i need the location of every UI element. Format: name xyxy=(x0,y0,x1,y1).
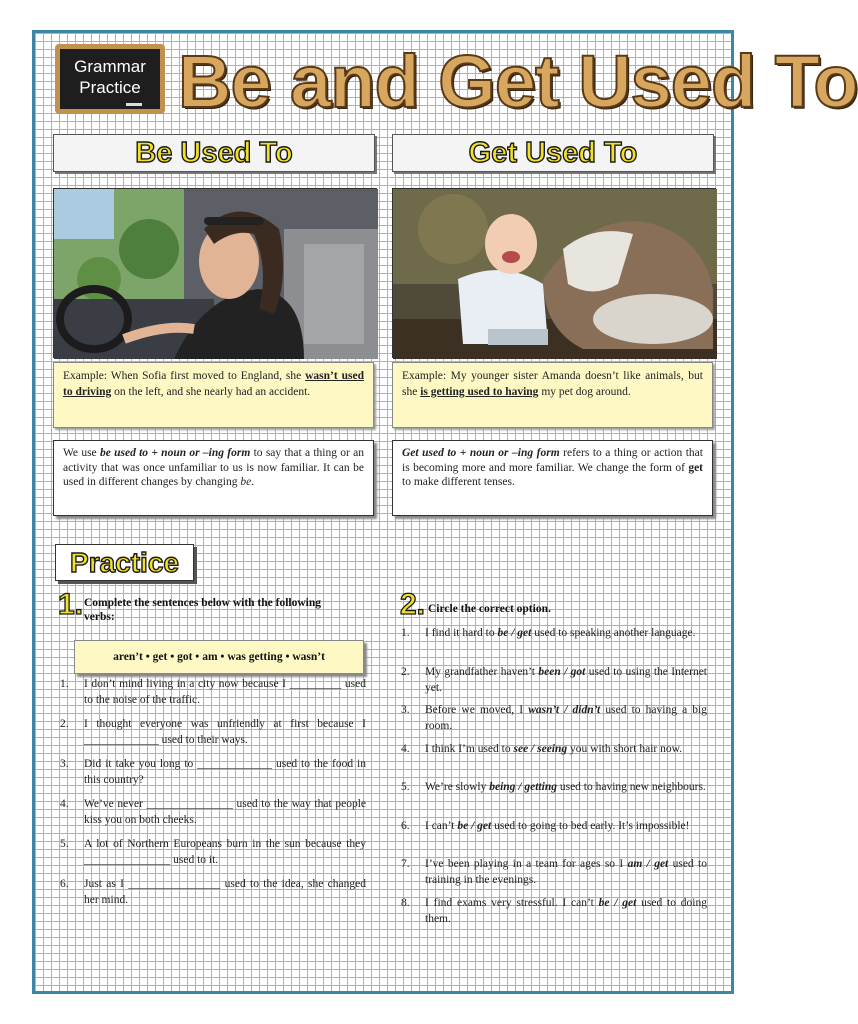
list-item: 4. We’ve never _______________ used to the way that people kiss you on both cheeks. xyxy=(60,798,366,826)
exercise-1-list xyxy=(60,676,366,916)
sentence-text: We’ve never _______________ used to the way that people kiss you on both cheeks. xyxy=(84,798,366,826)
answer-option[interactable]: be / get xyxy=(457,819,492,832)
sentence-text: Did it take you long to _____________ used to the food in this country? xyxy=(84,758,366,786)
example-text-start: Example: When Sofia first moved to England, she xyxy=(63,370,306,382)
sentence-text: I don’t mind living in a city now because I _________ used to the noise of the traffic. xyxy=(84,678,366,706)
chalk-icon xyxy=(126,103,142,106)
exercise-2-number: 2. xyxy=(400,588,426,621)
list-item: 3. Before we moved, I wasn’t / didn’t used to having a big room. xyxy=(401,704,708,732)
exercise-2-instruction: Circle the correct option. xyxy=(428,603,551,615)
rule-text: . xyxy=(251,476,255,488)
list-item: 4. I think I’m used to see / seeing you with short hair now. xyxy=(401,742,683,755)
example-text-end: my pet dog around. xyxy=(538,386,631,398)
rule-verb: get xyxy=(688,461,703,474)
practice-heading: Practice xyxy=(55,544,194,581)
list-item: 6. I can’t be / get used to going to bed early. It’s impossible! xyxy=(401,819,690,832)
exercise-1-number: 1. xyxy=(58,588,84,621)
exercise-1-instruction: Complete the sentences below with the following verbs: xyxy=(84,597,322,623)
answer-option[interactable]: wasn’t / didn’t xyxy=(528,704,601,716)
woman-driving-photo xyxy=(53,188,377,358)
list-item: 5. A lot of Northern Europeans burn in the sun because they _______________ used to it. xyxy=(60,838,366,866)
answer-option[interactable]: be / get xyxy=(497,627,532,639)
example-highlight: is getting used to having xyxy=(420,386,539,398)
rule-verb: be xyxy=(240,476,252,488)
list-item: 7. I’ve been playing in a team for ages so I am / get used to training in the evenings. xyxy=(401,858,707,886)
list-item: 2. My grandfather haven’t been / got used to using the Internet yet. xyxy=(401,665,707,694)
get-used-to-header: Get Used To xyxy=(392,134,714,172)
badge-line-2: Practice xyxy=(79,78,141,97)
answer-option[interactable]: being / getting xyxy=(489,781,557,793)
verb-bank: aren’t • get • got • am • was getting • wasn’t xyxy=(74,640,364,674)
rule-formula: Get used to + noun or –ing form xyxy=(402,447,560,459)
rule-formula: be used to + noun or –ing form xyxy=(99,447,251,459)
sentence-text: A lot of Northern Europeans burn in the sun because they _______________ used to it. xyxy=(84,838,366,866)
get-used-to-rule xyxy=(392,440,713,516)
be-used-to-rule xyxy=(53,440,374,516)
answer-option[interactable]: be / get xyxy=(598,896,637,909)
baby-and-dog-photo xyxy=(392,188,716,358)
get-used-to-example xyxy=(392,362,713,428)
be-used-to-example xyxy=(53,362,374,428)
sentence-text: I thought everyone was unfriendly at first because I _____________ used to their ways. xyxy=(84,718,366,746)
list-item: 1. I find it hard to be / get used to speaking another language. xyxy=(401,627,696,639)
list-item: 3. Did it take you long to _____________ used to the food in this country? xyxy=(60,758,366,786)
rule-text: to make different tenses. xyxy=(402,476,515,488)
rule-text: We use xyxy=(63,447,100,459)
answer-option[interactable]: been / got xyxy=(538,665,586,678)
page-title: Be and Get Used To xyxy=(178,40,858,123)
grammar-practice-badge xyxy=(55,44,165,114)
list-item: 1. I don’t mind living in a city now because I _________ used to the noise of the traffic. xyxy=(60,678,366,706)
sentence-text: Just as I ________________ used to the idea, she changed her mind. xyxy=(84,878,366,906)
woman-driving-image xyxy=(54,189,378,359)
rule-text: to say that a thing or an activity that was once unfamiliar to us is now familiar. It can be used in different changes by changing xyxy=(63,447,364,488)
badge-line-1: Grammar xyxy=(74,57,146,76)
list-item: 5. We’re slowly being / getting used to having new neighbours. xyxy=(401,781,706,793)
answer-option[interactable]: see / seeing xyxy=(513,742,568,755)
list-item: 2. I thought everyone was unfriendly at first because I _____________ used to their ways. xyxy=(60,718,366,746)
list-item: 8. I find exams very stressful. I can’t be / get used to doing them. xyxy=(401,896,707,925)
answer-option[interactable]: am / get xyxy=(627,858,669,870)
list-item: 6. Just as I ________________ used to the idea, she changed her mind. xyxy=(60,878,366,906)
be-used-to-header: Be Used To xyxy=(53,134,375,172)
rule-text: refers to a thing or action that is becoming more and more familiar. We change the form of xyxy=(402,447,703,474)
exercise-2-list xyxy=(401,625,707,933)
example-text-end: on the left, and she nearly had an accident. xyxy=(111,386,311,398)
baby-and-dog-image xyxy=(393,189,717,359)
example-text-start: Example: My younger sister Amanda doesn’t like animals, but she xyxy=(402,370,703,398)
example-highlight: wasn’t used to driving xyxy=(63,370,364,398)
